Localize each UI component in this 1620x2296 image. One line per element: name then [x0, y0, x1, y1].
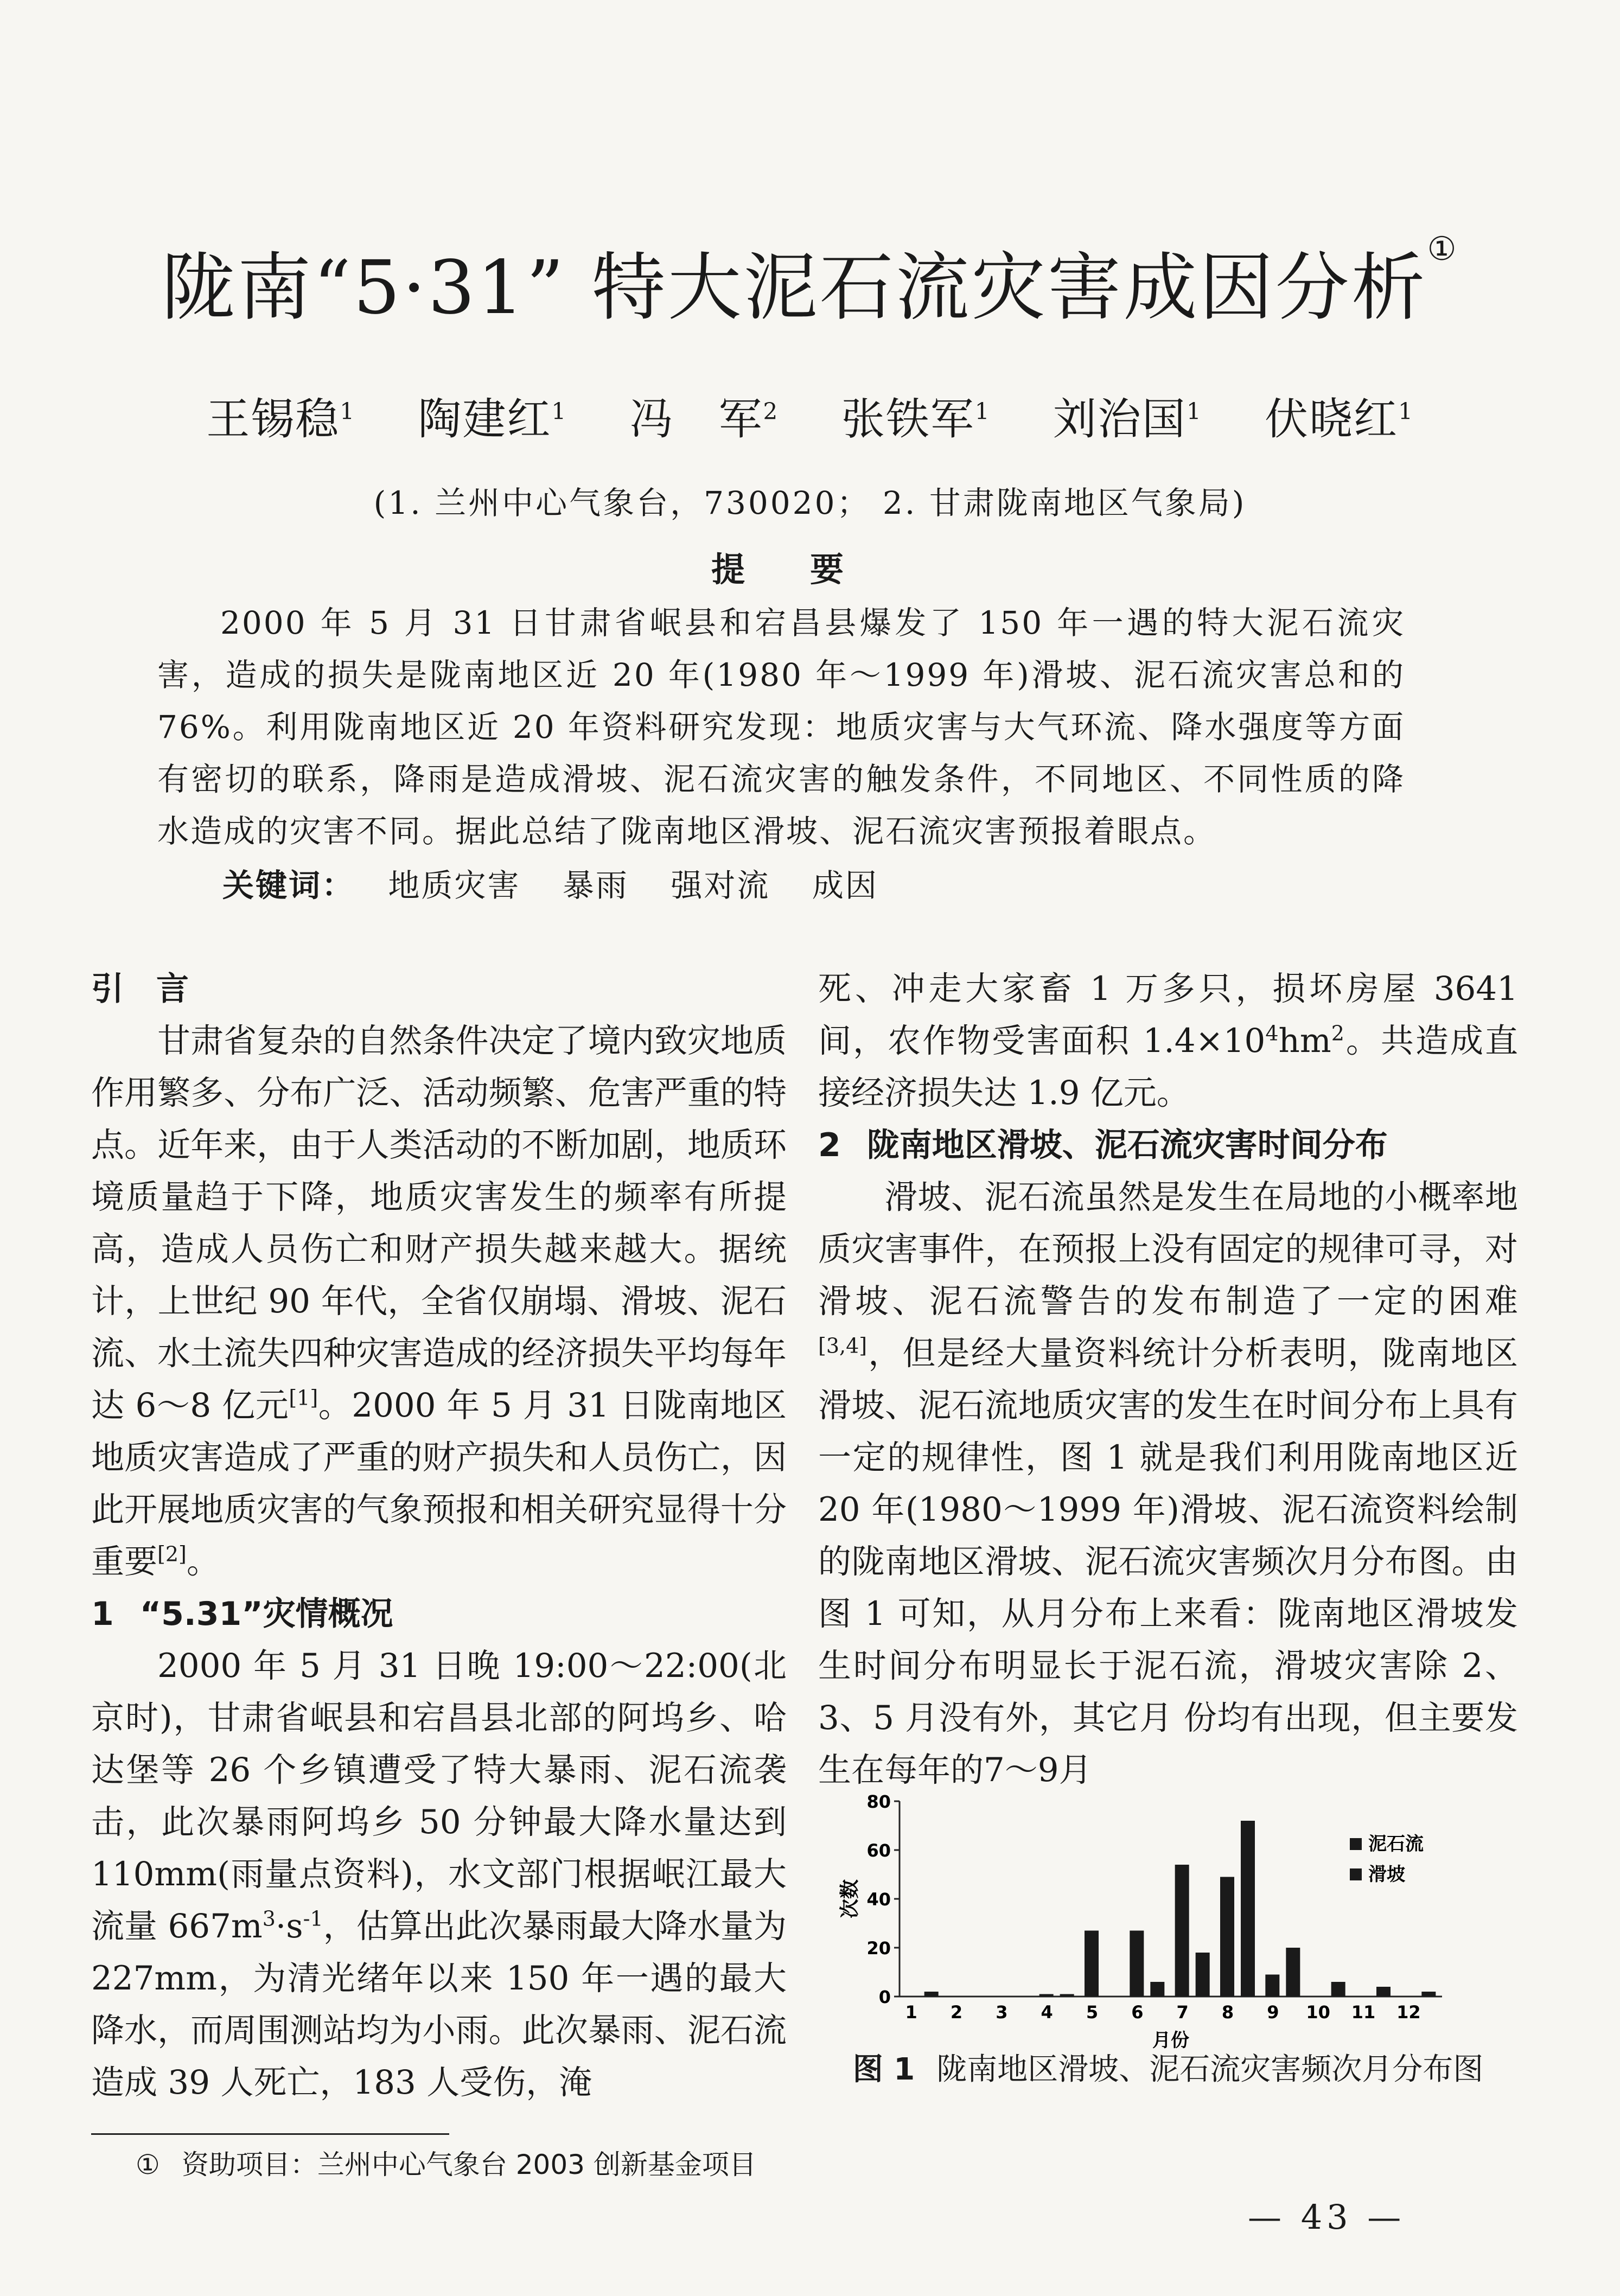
abstract-text: 2000 年 5 月 31 日甘肃省岷县和宕昌县爆发了 150 年一遇的特大泥石流灾害，造成的损失是陇南地区近 20 年(1980 年～1999 年)滑坡、泥石流灾害总和的 76%。利用陇南地区近 20 年资料研究发现：地质灾害与大气环流、降水强度等方面有密切的联系，降雨是造成滑坡、泥石流灾害的触发条件，不同地区、不同性质的降水造成的灾害不同。据此总结了陇南地区滑坡、泥石流灾害预报着眼点。 [157, 604, 1405, 850]
y-tick-label: 0 [878, 1987, 891, 2007]
x-tick-label: 2 [950, 2002, 963, 2023]
right-column [818, 963, 1518, 1796]
author: 冯 军$^2$ [629, 394, 779, 444]
section-1-paragraph: 2000 年 5 月 31 日晚 19:00～22:00(北京时)，甘肃省岷县和宕昌县北部的阿坞乡、哈达堡等 26 个乡镇遭受了特大暴雨、泥石流袭击，此次暴雨阿坞乡 50 分钟最大降水量达到 110mm(雨量点资料)，水文部门根据岷江最大流量 $667m^3\cdot s^{-1}$，估算出此次暴雨最大降水量为 227mm，为清光绪年以来 150 年一遇的最大降水，而周围测站均为小雨。此次暴雨、泥石流造成 39 人死亡，183 人受伤，淹 [91, 1647, 787, 2102]
y-axis-label: 次数 [839, 1879, 861, 1919]
y-tick-label: 40 [866, 1889, 891, 1910]
x-tick-label: 11 [1351, 2002, 1376, 2023]
keyword: 地质灾害 [388, 867, 521, 904]
citation: [1] [289, 1386, 318, 1410]
keywords [222, 860, 909, 905]
author: 刘治国$^1$ [1053, 394, 1202, 444]
author-list [0, 384, 1620, 447]
x-tick-label: 4 [1041, 2002, 1053, 2023]
bar-debris-flow [1085, 1931, 1099, 1997]
author: 王锡稳$^1$ [206, 394, 355, 444]
bar-debris-flow [1130, 1931, 1144, 1997]
y-tick-label: 80 [866, 1791, 891, 1812]
author: 张铁军$^1$ [841, 394, 991, 444]
author: 陶建红$^1$ [418, 394, 567, 444]
x-tick-label: 7 [1176, 2002, 1189, 2023]
bar-landslide [1241, 1821, 1255, 1997]
left-column [91, 963, 787, 2109]
section-heading-1: 1 “5.31”灾情概况 [91, 1595, 393, 1633]
footnote-rule [91, 2133, 449, 2135]
section-heading-intro: 引 言 [91, 970, 189, 1008]
x-tick-label: 12 [1396, 2002, 1421, 2023]
section-2-paragraph: 滑坡、泥石流虽然是发生在局地的小概率地质灾害事件，在预报上没有固定的规律可寻，对滑坡、泥石流警告的发布制造了一定的困难[3,4]，但是经大量资料统计分析表明，陇南地区滑坡、泥石流地质灾害的发生在时间分布上具有一定的规律性，图 1 就是我们利用陇南地区近 20 年(1980～1999 年)滑坡、泥石流资料绘制的陇南地区滑坡、泥石流灾害频次月分布图。由图 1 可知，从月分布上来看：陇南地区滑坡发生时间分布明显长于泥石流，滑坡灾害除 2、3、5 月没有外，其它月 份均有出现，但主要发生在每年的7～9月 [818, 1178, 1518, 1789]
keyword: 暴雨 [562, 867, 629, 904]
legend-label: 滑坡 [1368, 1864, 1405, 1885]
footnote: ① 资助项目：兰州中心气象台 2003 创新基金项目 [136, 2149, 756, 2180]
figure-caption: 图 1 陇南地区滑坡、泥石流灾害频次月分布图 [852, 2052, 1484, 2087]
abstract-heading: 提要 [711, 550, 909, 589]
page-number: — 43 — [1248, 2197, 1406, 2237]
x-tick-label: 9 [1267, 2002, 1279, 2023]
bar-landslide [924, 1992, 939, 1997]
y-tick-label: 20 [866, 1938, 891, 1959]
x-axis-label: 月份 [1152, 2030, 1189, 2051]
y-tick-label: 60 [866, 1840, 891, 1861]
x-tick-label: 3 [996, 2002, 1008, 2023]
paper-title: 陇南“5·31” 特大泥石流灾害成因分析① [161, 230, 1459, 331]
bar-landslide [1286, 1948, 1300, 1997]
bar-landslide [1196, 1953, 1210, 1997]
citation: [2] [157, 1542, 187, 1566]
bar-debris-flow [1220, 1877, 1234, 1997]
legend-swatch [1350, 1868, 1362, 1880]
bar-debris-flow [1039, 1994, 1054, 1997]
bar-chart [818, 1790, 1518, 2072]
title-footnote-mark: ① [1427, 230, 1459, 268]
legend-label: 泥石流 [1368, 1833, 1424, 1855]
bar-landslide [1376, 1987, 1391, 1997]
x-tick-label: 6 [1131, 2002, 1144, 2023]
keywords-label: 关键词： [222, 867, 355, 904]
bar-landslide [1060, 1994, 1074, 1997]
bar-debris-flow [1175, 1865, 1189, 1997]
x-tick-label: 8 [1221, 2002, 1234, 2023]
bar-landslide [1150, 1982, 1164, 1997]
continued-paragraph: 死、冲走大家畜 1 万多只，损坏房屋 3641 间，农作物受害面积 $1.4\times 10^4hm^2$。共造成直接经济损失达 1.9 亿元。 [818, 970, 1518, 1112]
author: 伏晓红$^1$ [1265, 394, 1414, 444]
x-tick-label: 10 [1306, 2002, 1330, 2023]
affiliation: (1. 兰州中心气象台，730020； 2. 甘肃陇南地区气象局) [373, 484, 1247, 521]
keyword: 成因 [812, 867, 878, 904]
citation: [3,4] [818, 1334, 868, 1358]
intro-paragraph: 甘肃省复杂的自然条件决定了境内致灾地质作用繁多、分布广泛、活动频繁、危害严重的特点。近年来，由于人类活动的不断加剧，地质环境质量趋于下降，地质灾害发生的频率有所提高，造成人员伤亡和财产损失越来越大。据统计，上世纪 90 年代，全省仅崩塌、滑坡、泥石流、水土流失四种灾害造成的经济损失平均每年达 6～8 亿元[1]。2000 年 5 月 31 日陇南地区地质灾害造成了严重的财产损失和人员伤亡，因此开展地质灾害的气象预报和相关研究显得十分重要[2]。 [91, 1022, 787, 1581]
keyword: 强对流 [671, 867, 770, 904]
bar-landslide [1331, 1982, 1345, 1997]
legend-swatch [1350, 1838, 1362, 1850]
x-tick-label: 1 [905, 2002, 917, 2023]
bar-landslide [1421, 1992, 1436, 1997]
figure-1-chart [818, 1790, 1518, 2072]
bar-debris-flow [1265, 1975, 1279, 1997]
x-tick-label: 5 [1086, 2002, 1099, 2023]
section-heading-2: 2 陇南地区滑坡、泥石流灾害时间分布 [818, 1126, 1388, 1164]
